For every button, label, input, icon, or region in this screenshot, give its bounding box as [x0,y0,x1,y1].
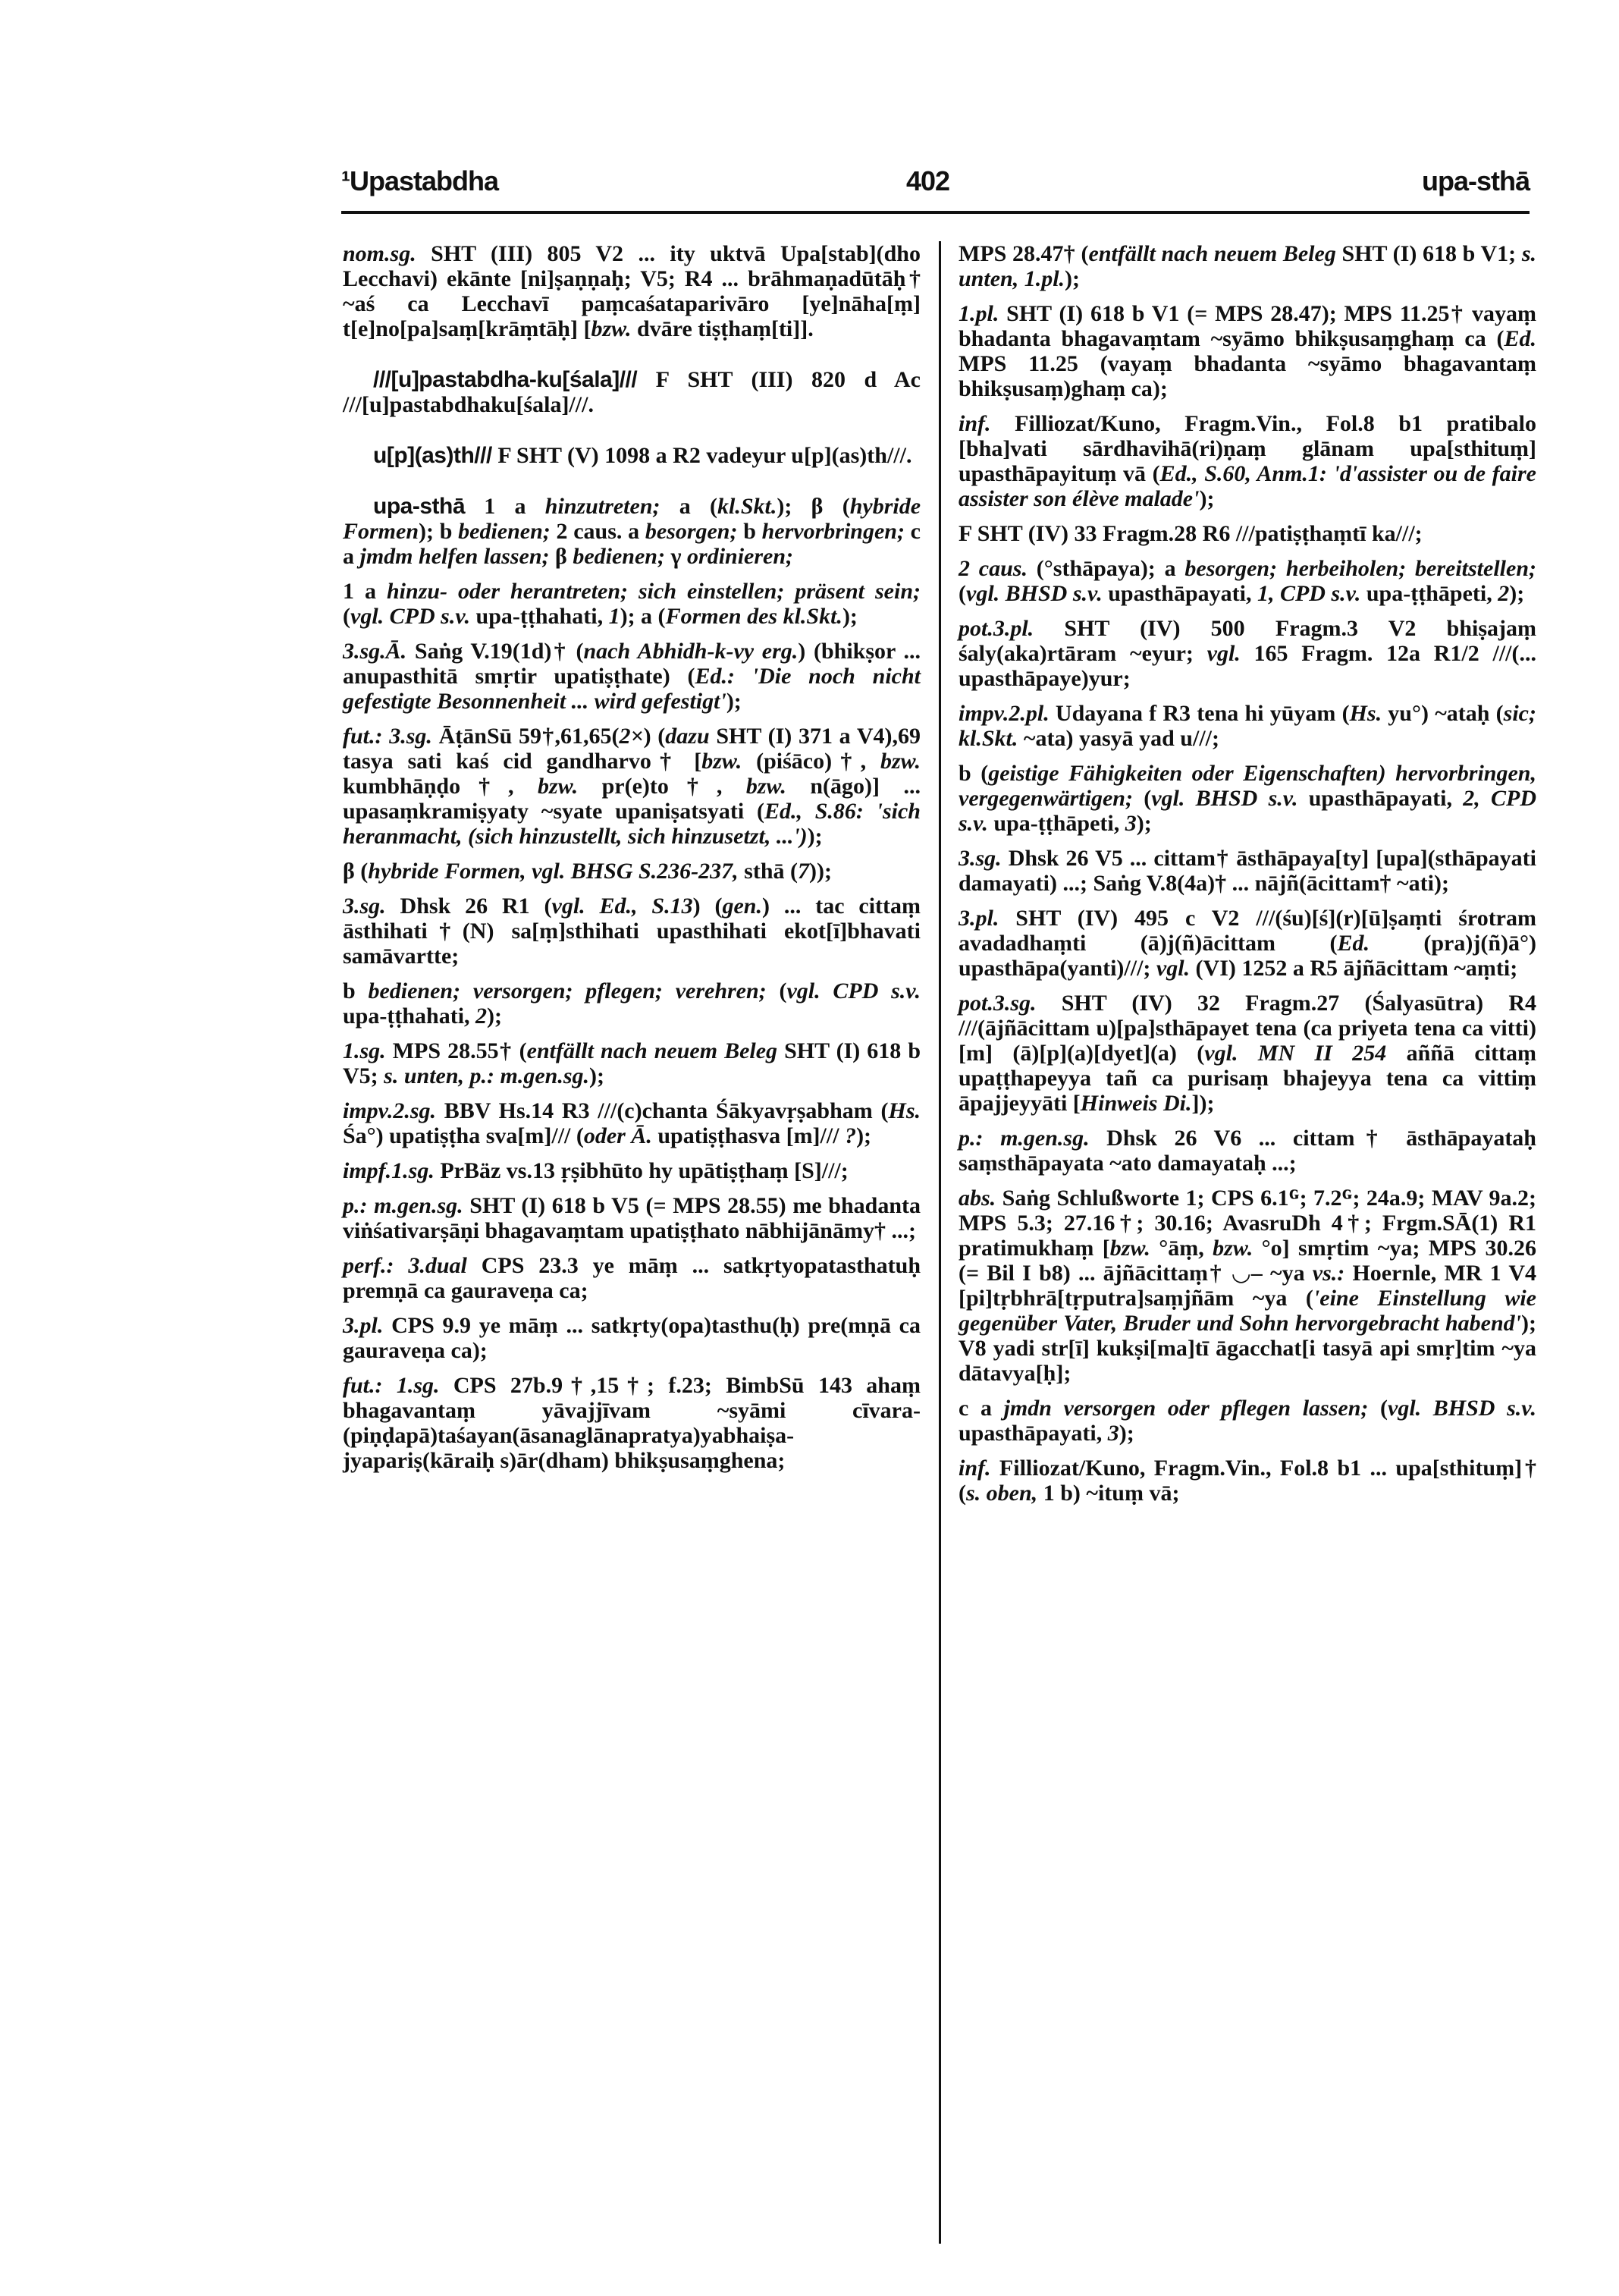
italic-text: s. unten, p.: m.gen.sg. [384,1063,590,1088]
entry-text: F SHT (IV) 33 Fragm.28 R6 ///patiṣṭhaṃtī ka///; [959,521,1423,546]
left-column [343,241,921,1483]
dictionary-entry [959,301,1536,401]
italic-text: bzw. [1213,1236,1253,1261]
italic-text: s. unten, 1.pl. [959,241,1536,291]
italic-text: inf. [959,411,991,436]
entry-text: MPS 28.47† ( [959,241,1089,266]
italic-text: 2, CPD s.v. [959,786,1536,836]
dictionary-entry [343,367,921,417]
entry-text: MPS 28.55† ( [385,1038,527,1063]
italic-text: kl.Skt. [717,494,777,519]
right-column [959,241,1536,1515]
header-rule [341,211,1530,214]
italic-text: Hs. [1349,701,1382,726]
italic-text: entfällt nach neuem Beleg [526,1038,778,1063]
italic-text: impv.2.pl. [959,701,1050,726]
italic-text: Ed. [1337,931,1370,956]
entry-text: n(āgo)] ... upasaṃkramiṣyaty ~syate upaniṣatsyati ( [343,774,921,824]
italic-text: 2× [619,724,644,749]
headword: ///[u]pastabdha-ku[śala]/// [373,367,638,392]
entry-text: ); [842,604,858,629]
entry-text: ); [726,689,742,714]
italic-text: hybride Formen, vgl. BHSG S.236-237, [368,859,739,884]
italic-text: Hinweis Di. [1080,1091,1192,1116]
dictionary-entry [343,494,921,569]
entry-text: (°sthāpaya); a [1027,556,1185,581]
entry-text: β [549,544,573,569]
italic-text: fut.: 3.sg. [343,724,432,749]
entry-text: ); a ( [620,604,666,629]
entry-text: SHT (I) 618 b V5 (= MPS 28.55) me bhadanta viṅśativarṣāṇi bhagavaṃtam upatiṣṭhato nābhijānāmy† ...; [343,1193,921,1243]
entry-text: 165 Fragm. 12a R1/2 ///(... upasthāpaye)yur; [959,641,1536,691]
entry-text: ( [959,581,966,606]
entry-text: Saṅg V.19(1d)† ( [406,639,584,664]
italic-text: impf.1.sg. [343,1158,435,1183]
entry-text: c a [959,1396,1004,1421]
entry-text: upa-ṭṭhāpeti, [987,811,1125,836]
dictionary-entry [959,1186,1536,1386]
italic-text: fut.: 1.sg. [343,1373,440,1398]
entry-text: Filliozat/Kuno, Fragm.Vin., Fol.8 b1 pratibalo [bha]vati sārdhavihā(ri)ṇaṃ glānam upa[sthituṃ] upasthāpayituṃ vā ( [959,411,1536,486]
entry-text: ); [487,1004,503,1029]
italic-text: vgl. CPD s.v. [350,604,471,629]
italic-text: Ed., S.86: 'sich heranmacht, (sich hinzustellt, sich hinzusetzt, ...') [343,799,921,849]
entry-text: b [343,978,369,1004]
italic-text: bzw. [880,749,921,774]
entry-text: ( [1132,786,1152,811]
dictionary-entry [343,978,921,1029]
entry-text: ); [856,1123,872,1148]
entry-text: ) ... tac cittaṃ āsthihati†(N) sa[ṃ]sthihati upasthihati ekot[ī]bhavati samāvartte; [343,894,921,969]
entry-text: γ [664,544,688,569]
entry-text: Dhsk 26 R1 ( [385,894,552,919]
italic-text: inf. [959,1456,991,1481]
entry-text: SHT (I) 618 b V1; [1335,241,1522,266]
entry-text: 1 a [343,579,387,604]
page-number: 402 [906,165,950,196]
italic-text: p.: m.gen.sg. [343,1193,463,1218]
italic-text: 2 [475,1004,488,1029]
entry-text: SHT (IV) 32 Fragm.27 (Śalyasūtra) R4 ///(ājñācittam u)[pa]sthāpayet tena (ca priyeta tena ca vitti)[m] (ā)[p](a)[dyet](a) ( [959,991,1536,1066]
entry-text: CPS 23.3 ye māṃ ... satkṛtyopatasthatuḥ premṇā ca gauraveṇa ca; [343,1253,921,1303]
italic-text: vgl. BHSD s.v. [1388,1396,1536,1421]
entry-text: Udayana f R3 tena hi yūyam ( [1049,701,1350,726]
entry-text: PrBäz vs.13 ṛṣibhūto hy upātiṣṭhaṃ [S]///; [434,1158,849,1183]
entry-text: ) ( [692,894,723,919]
italic-text: Ed.: 'Die noch nicht gefestigte Besonnenheit ... wird gefestigt' [343,664,921,714]
italic-text: jmdn versorgen oder pflegen lassen; [1003,1396,1369,1421]
entry-text: ); [1065,266,1081,291]
dictionary-entry [343,1158,921,1183]
dictionary-entry [343,894,921,969]
italic-text: 3 [1107,1421,1119,1446]
entry-text: BBV Hs.14 R3 ///(c)chanta Śākyavṛṣabham ( [436,1098,889,1123]
entry-text: b [737,519,762,544]
dictionary-entry [343,859,921,884]
entry-text: (pra)j(ñ)ā°) upasthāpa(yanti)///; [959,931,1537,981]
headword: u[p](as)th/// [373,443,492,468]
italic-text: besorgen; herbeiholen; bereitstellen; [1184,556,1536,581]
entry-text: 2 caus. a [550,519,645,544]
dictionary-entry [343,639,921,714]
running-head-left: ¹Upastabdha [341,165,499,196]
entry-text: 1 a [465,494,545,519]
italic-text: abs. [959,1186,996,1211]
entry-text: 1 b) ~ituṃ vā; [1037,1481,1180,1506]
dictionary-entry [959,556,1536,606]
entry-text: sthā ( [738,859,799,884]
italic-text: 2 caus. [959,556,1028,581]
italic-text: bzw. [1109,1236,1150,1261]
entry-text: SHT (IV) 495 c V2 ///(śu)[ś](r)[ū]ṣaṃti śrotram avadadhaṃti (ā)j(ñ)ācittam ( [959,906,1536,956]
entry-text: )); [809,859,832,884]
dictionary-entry [343,1038,921,1088]
italic-text: vgl. CPD s.v. [786,978,921,1004]
headword: upa-sthā [373,494,466,519]
entry-text: F SHT (V) 1098 a R2 vadeyur u[p](as)th///. [491,443,912,468]
entry-text: a ( [660,494,718,519]
entry-text: CPS 9.9 ye māṃ ... satkṛty(opa)tasthu(ḥ) pre(mṇā ca gauraveṇa ca); [343,1313,921,1363]
italic-text: vgl. MN II 254 [1204,1041,1387,1066]
dictionary-entry [343,724,921,849]
entry-text: upa-ṭṭhahati, [470,604,609,629]
entry-text: ); [1119,1421,1134,1446]
entry-text: kumbhāṇḍo†, [343,774,538,799]
entry-text: upasthāpayati, [1102,581,1257,606]
entry-text: yu°) ~ataḥ ( [1382,701,1504,726]
italic-text: ? [845,1123,857,1148]
entry-text: ); [1136,811,1152,836]
italic-text: vgl. BHSD s.v. [1151,786,1298,811]
italic-text: 1 [608,604,620,629]
column-divider [939,241,941,2244]
italic-text: gen. [722,894,762,919]
italic-text: 3.pl. [343,1313,384,1338]
entry-text: ĀṭānSū 59†,61,65( [431,724,620,749]
dictionary-entry [959,991,1536,1116]
entry-text: ); [807,824,823,849]
entry-text: Dhsk 26 V6 ... cittam† āsthāpayataḥ saṃsthāpayata ~ato damayataḥ ...; [959,1126,1536,1176]
italic-text: nom.sg. [343,241,416,266]
italic-text: 7 [798,859,810,884]
entry-text: CPS 27b.9†,15†; f.23; BimbSū 143 ahaṃ bhagavantaṃ yāvajjīvam ~syāmi cīvara(piṇḍapā)taśayan(āsanaglānapratya)yabhaiṣajyapariṣ(kāraiḥ s)ār(dham) bhikṣusaṃghena; [343,1373,921,1473]
entry-text: °o] smṛtim ~ya; MPS 30.26 (= Bil I b8) ... ājñācittaṃ† ◡– ~ya [959,1236,1536,1286]
italic-text: Ed. [1504,326,1536,351]
italic-text: pot.3.sg. [959,991,1037,1016]
entry-text: SHT (I) 618 b V1 (= MPS 28.47); MPS 11.25† vayaṃ bhadanta bhagavaṃtam ~syāmo bhikṣusaṃghaṃ ca ( [959,301,1536,351]
italic-text: p.: m.gen.sg. [959,1126,1090,1151]
dictionary-entry [959,701,1536,751]
entry-text: pr(e)to†, [578,774,746,799]
entry-text: °āṃ, [1150,1236,1213,1261]
entry-text: ( [766,978,787,1004]
entry-text: ); β ( [777,494,850,519]
italic-text: s. oben, [966,1481,1038,1506]
entry-text: ) ( [643,724,666,749]
italic-text: 1, CPD s.v. [1257,581,1361,606]
dictionary-entry [959,411,1536,511]
dictionary-entry [343,443,921,468]
italic-text: perf.: 3.dual [343,1253,467,1278]
dictionary-entry [343,241,921,341]
entry-text: SHT (I) 371 a V4),69 tasya sati kaś cid gandharvo† [ [343,724,921,774]
italic-text: Ed., S.60, Anm.1: 'd'assister ou de faire assister son élève malade' [959,461,1536,511]
entry-text: ); [1509,581,1525,606]
entry-text: (piśāco)†, [742,749,880,774]
italic-text: vgl. Ed., S.13 [551,894,693,919]
italic-text: jmdm helfen lassen; [359,544,550,569]
italic-text: hinzutreten; [544,494,660,519]
entry-text: upasthāpayati, [959,1421,1108,1446]
entry-text: ); b [419,519,459,544]
entry-text: aññā cittaṃ upaṭṭhapeyya tañ ca purisaṃ bhajeyya tena ca vittiṃ āpajjeyyāti [ [959,1041,1537,1116]
italic-text: ordinieren; [687,544,794,569]
italic-text: vgl. BHSD s.v. [966,581,1103,606]
dictionary-entry [959,906,1536,981]
italic-text: pot.3.pl. [959,616,1034,641]
entry-text: F SHT (III) 820 d Ac ///[u]pastabdhaku[śala]///. [343,367,921,417]
italic-text: bedienen; versorgen; pflegen; verehren; [368,978,767,1004]
italic-text: sic; kl.Skt. [959,701,1536,751]
italic-text: bzw. [745,774,786,799]
entry-text: upasthāpayati, [1297,786,1464,811]
entry-text: (VI) 1252 a R5 ājñācittam ~aṃti; [1190,956,1518,981]
entry-text: ]); [1191,1091,1215,1116]
entry-text: ); [589,1063,605,1088]
italic-text: 3.pl. [959,906,999,931]
italic-text: 3.sg. [343,894,386,919]
italic-text: besorgen; [645,519,738,544]
dictionary-entry [343,1373,921,1473]
entry-text: SHT (III) 805 V2 ... ity uktvā Upa[stab](dho Lecchavi) ekānte [ni]ṣaṇṇaḥ; V5; R4 ... brāhmaṇadūtāḥ† ~aś ca Lecchavī paṃcaśataparivāro [ye]nāha[ṃ] t[e]no[pa]saṃ[krāṃtāḥ] [ [343,241,921,341]
entry-text: β ( [343,859,369,884]
italic-text: dazu [665,724,710,749]
italic-text: impv.2.sg. [343,1098,437,1123]
italic-text: 3.sg.Ā. [343,639,407,664]
entry-text: ) (bhikṣor ... anupasthitā smṛtir upatiṣṭhate) ( [343,639,921,689]
dictionary-entry [343,1313,921,1363]
italic-text: 3.sg. [959,846,1002,871]
italic-text: 3 [1125,811,1137,836]
italic-text: hervorbringen; [761,519,905,544]
entry-text: c a [343,519,921,569]
italic-text: bedienen; [573,544,665,569]
entry-text: upatiṣṭhasva [m]/// [651,1123,846,1148]
entry-text: Hoernle, MR 1 V4 [pi]tṛbhrā[tṛputra]saṃjñām ~ya ( [959,1261,1537,1311]
italic-text: bzw. [538,774,579,799]
italic-text: bzw. [591,316,632,341]
italic-text: Hs. [888,1098,921,1123]
dictionary-entry [959,1396,1536,1446]
entry-text: ( [343,604,350,629]
dictionary-entry [959,616,1536,691]
entry-text: Dhsk 26 V5 ... cittam† āsthāpaya[ty] [upa](sthāpayati damayati) ...; Saṅg V.8(4a)† ... nājñ(ācittam† ~ati); [959,846,1536,896]
entry-text: ); V8 yadi str[ī] kukṣi[ma]tī āgacchat[i tasyā api smṛ]tim ~ya dātavya[ḥ]; [959,1311,1536,1386]
entry-text: ); [1199,486,1215,511]
dictionary-entry [343,1253,921,1303]
italic-text: bzw. [701,749,742,774]
italic-text: 2 [1498,581,1510,606]
entry-text: Filliozat/Kuno, Fragm.Vin., Fol.8 b1 ... upa[sthituṃ]† ( [959,1456,1536,1506]
entry-text: Śa°) upatiṣṭha sva[m]/// ( [343,1123,584,1148]
italic-text: 1.sg. [343,1038,386,1063]
running-head-right: upa-sthā [1421,165,1530,196]
italic-text: nach Abhidh-k-vy erg. [583,639,799,664]
dictionary-entry [959,521,1536,546]
italic-text: hinzu- oder herantreten; sich einstellen; präsent sein; [386,579,921,604]
dictionary-entry [343,1193,921,1243]
italic-text: oder Ā. [583,1123,652,1148]
italic-text: Formen des kl.Skt. [665,604,842,629]
dictionary-entry [959,1456,1536,1506]
dictionary-entry [959,846,1536,896]
entry-text: upa-ṭṭhāpeti, [1360,581,1498,606]
entry-text: SHT (IV) 500 Fragm.3 V2 bhiṣajaṃ śaly(aka)rtāram ~eyur; [959,616,1536,666]
italic-text: 1.pl. [959,301,999,326]
dictionary-entry [959,241,1536,291]
entry-text: dvāre tiṣṭhaṃ[ti]]. [631,316,814,341]
entry-text: ( [1368,1396,1388,1421]
entry-text: b ( [959,761,989,786]
italic-text: vs.: [1312,1261,1345,1286]
entry-text: upa-ṭṭhahati, [343,1004,476,1029]
italic-text: 'eine Einstellung wie gegenüber Vater, Bruder und Sohn hervorgebracht habend' [959,1286,1536,1336]
dictionary-entry [343,1098,921,1148]
entry-text: SHT (I) 618 b V5; [343,1038,921,1088]
italic-text: hybride Formen [343,494,921,544]
dictionary-entry [343,579,921,629]
italic-text: entfällt nach neuem Beleg [1088,241,1336,266]
dictionary-entry [959,761,1536,836]
dictionary-entry [959,1126,1536,1176]
entry-text: ~ata) yasyā yad u///; [1018,726,1219,751]
entry-text: MPS 11.25 (vayaṃ bhadanta ~syāmo bhagavantaṃ bhikṣusaṃ)ghaṃ ca); [959,351,1536,401]
italic-text: geistige Fähigkeiten oder Eigenschaften) hervorbringen, vergegenwärtigen; [959,761,1536,811]
entry-text: Saṅg Schlußworte 1; CPS 6.1ᴳ; 7.2ᴳ; 24a.9; MAV 9a.2; MPS 5.3; 27.16†; 30.16; AvasruDh 4†; Frgm.SĀ(1) R1 pratimukhaṃ [ [959,1186,1536,1261]
italic-text: bedienen; [458,519,551,544]
italic-text: vgl. [1156,956,1191,981]
italic-text: vgl. [1206,641,1241,666]
